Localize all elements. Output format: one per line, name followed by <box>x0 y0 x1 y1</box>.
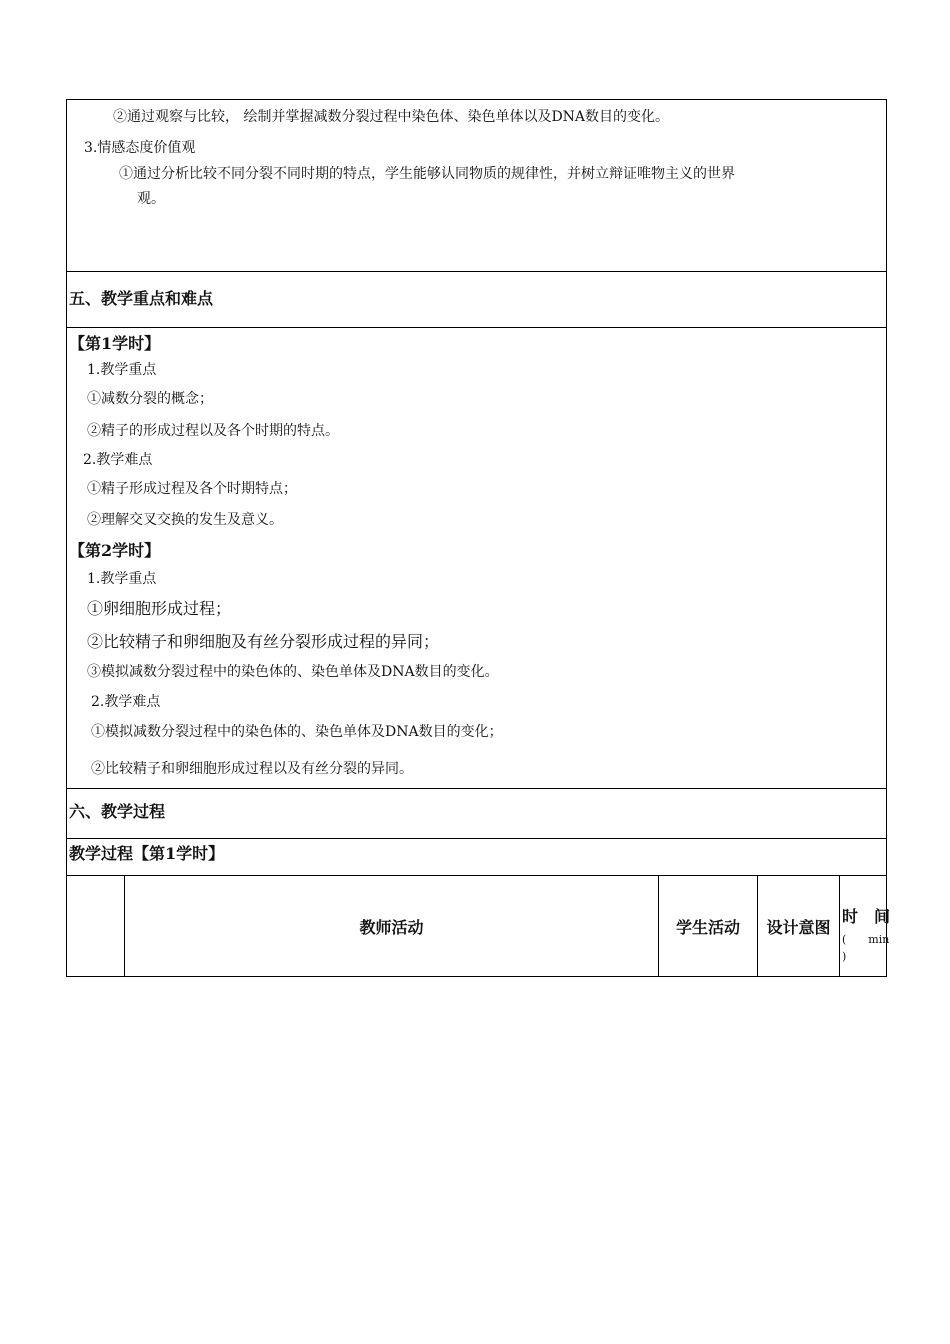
col-design-header <box>758 876 840 976</box>
lesson1-key-2: ②精子的形成过程以及各个时期的特点。 <box>87 423 339 439</box>
section6-subtitle: 教学过程【第1学时】 <box>69 844 225 863</box>
lesson1-title: 【第1学时】 <box>69 334 161 353</box>
col-time-label: 时 间 <box>842 907 891 926</box>
lesson2-key-3: ③模拟减数分裂过程中的染色体的、染色单体及DNA数目的变化。 <box>87 664 499 680</box>
lesson-plan-page <box>66 99 891 977</box>
section6-heading-cell <box>66 789 887 839</box>
col-teacher-label: 教师活动 <box>359 917 424 937</box>
section5-content-cell <box>66 328 887 789</box>
lesson1-diff-heading: 2.教学难点 <box>83 452 153 468</box>
col-design-label: 设计意图 <box>766 917 831 937</box>
col-student-header <box>659 876 758 976</box>
col-index-header <box>67 876 125 976</box>
col-teacher-header <box>125 876 659 976</box>
lesson2-title: 【第2学时】 <box>69 541 161 560</box>
lesson2-key-1: ①卵细胞形成过程； <box>87 599 232 618</box>
lesson2-diff-heading: 2.教学难点 <box>91 694 161 710</box>
lesson2-diff-2: ②比较精子和卵细胞形成过程以及有丝分裂的异同。 <box>91 761 413 777</box>
objective-attitude-heading: 3.情感态度价值观 <box>84 140 196 156</box>
col-time-unit-close: ) <box>842 950 847 963</box>
section5-title: 五、教学重点和难点 <box>69 289 214 308</box>
section6-title: 六、教学过程 <box>69 802 166 821</box>
objective-attitude-1: ①通过分析比较不同分裂不同时期的特点，学生能够认同物质的规律性，并树立辩证唯物主义的世界 <box>119 166 735 182</box>
section5-heading-cell <box>66 272 887 328</box>
col-time-unit: ( min <box>842 933 890 946</box>
lesson2-key-heading: 1.教学重点 <box>87 571 157 587</box>
lesson1-diff-1: ①精子形成过程及各个时期特点； <box>87 481 297 497</box>
lesson1-diff-2: ②理解交叉交换的发生及意义。 <box>87 512 283 528</box>
lesson2-key-2: ②比较精子和卵细胞及有丝分裂形成过程的异同； <box>87 632 440 651</box>
lesson1-key-1: ①减数分裂的概念； <box>87 391 213 407</box>
process-table-header <box>66 876 891 977</box>
col-student-label: 学生活动 <box>675 917 740 937</box>
lesson1-key-heading: 1.教学重点 <box>87 362 157 378</box>
col-time-header <box>840 876 891 976</box>
lesson2-diff-1: ①模拟减数分裂过程中的染色体的、染色单体及DNA数目的变化； <box>91 724 503 740</box>
objective-attitude-1-cont: 观。 <box>137 191 165 207</box>
objective-skill-2: ②通过观察与比较， 绘制并掌握减数分裂过程中染色体、染色单体以及DNA数目的变化。 <box>113 109 670 125</box>
objectives-continued-cell <box>66 99 887 272</box>
section6-subheading-cell <box>66 839 887 876</box>
